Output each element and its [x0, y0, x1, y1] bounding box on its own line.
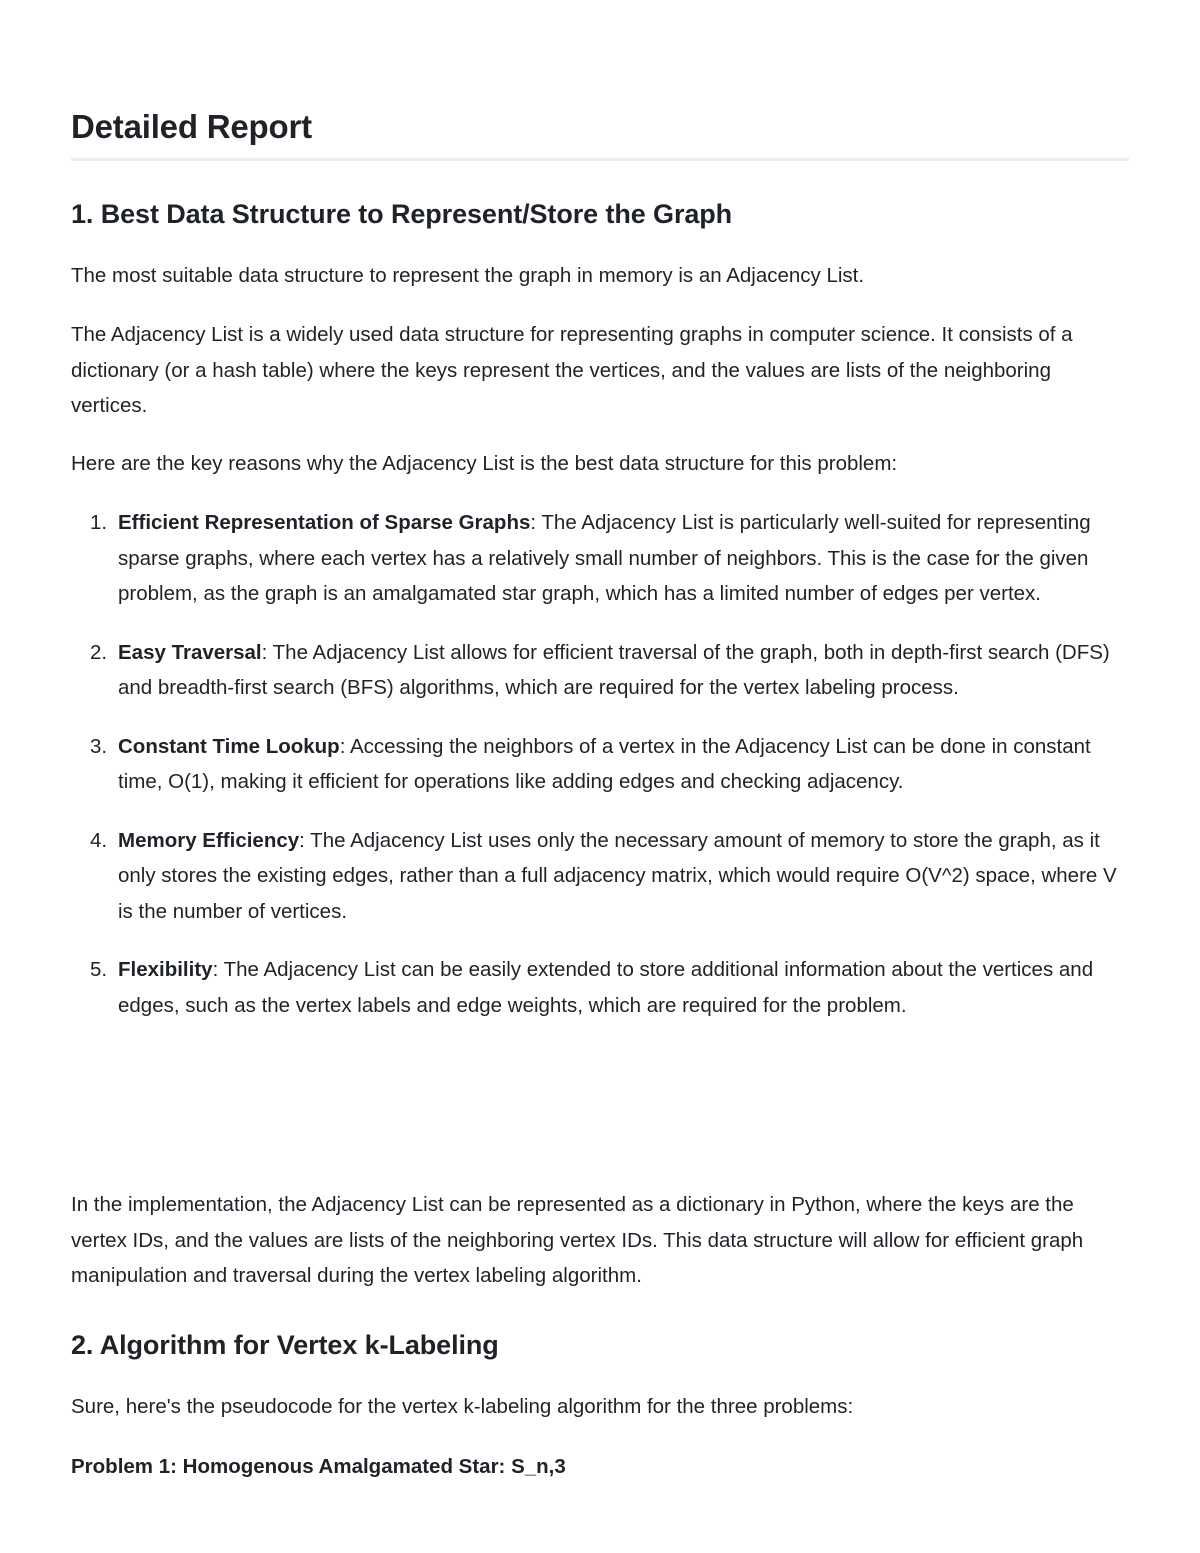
problem-1-heading: Problem 1: Homogenous Amalgamated Star: S_n,3 — [71, 1455, 566, 1478]
list-item — [71, 505, 1131, 612]
implementation-paragraph: In the implementation, the Adjacency List can be represented as a dictionary in Python, where the keys are the vertex IDs, and the values are lists of the neighboring vertex IDs. This data structure will allow for efficient graph manipulation and traversal during the vertex labeling algorithm. — [71, 1193, 1084, 1287]
list-item-number: 2. — [90, 640, 108, 664]
section-1-description: The Adjacency List is a widely used data structure for representing graphs in computer science. It consists of a dictionary (or a hash table) where the keys represent the vertices, and the values are lists of the neighboring vertices. — [71, 323, 1073, 417]
list-item-text: : The Adjacency List is particularly well-suited for representing sparse graphs, where each vertex has a relatively small number of neighbors. This is the case for the given problem, as the graph is an amalgamated star graph, which has a limited number of edges per vertex. — [118, 511, 1091, 605]
list-item-title: Easy Traversal — [118, 640, 262, 664]
list-item-number: 5. — [90, 958, 108, 981]
list-item-text: : The Adjacency List allows for efficient traversal of the graph, both in depth-first search (DFS) and breadth-first search (BFS) algorithms, which are required for the vertex labeling process. — [118, 640, 1110, 699]
section-1-heading: 1. Best Data Structure to Represent/Store the Graph — [71, 199, 733, 229]
list-item-title: Constant Time Lookup — [118, 734, 340, 758]
reasons-list — [71, 505, 1131, 1046]
section-2-heading: 2. Algorithm for Vertex k-Labeling — [71, 1330, 499, 1360]
list-item-title: Efficient Representation of Sparse Graphs — [118, 511, 531, 534]
list-item-text: : The Adjacency List uses only the necessary amount of memory to store the graph, as it only stores the existing edges, rather than a full adjacency matrix, which would require O(V^2) space, where V is the number of vertices. — [118, 828, 1117, 923]
page-title: Detailed Report — [71, 108, 312, 145]
list-item-number: 4. — [90, 828, 108, 852]
list-item — [71, 823, 1131, 930]
list-item-text: : Accessing the neighbors of a vertex in the Adjacency List can be done in constant time, O(1), making it efficient for operations like adding edges and checking adjacency. — [118, 734, 1091, 793]
list-item-text: : The Adjacency List can be easily extended to store additional information about the vertices and edges, such as the vertex labels and edge weights, which are required for the problem. — [118, 958, 1094, 1017]
list-item — [71, 952, 1131, 1023]
list-item — [71, 729, 1131, 800]
list-item-title: Memory Efficiency — [118, 828, 300, 852]
title-divider — [71, 158, 1129, 161]
list-item — [71, 635, 1131, 706]
section-1-intro: The most suitable data structure to represent the graph in memory is an Adjacency List. — [71, 264, 865, 287]
list-item-title: Flexibility — [118, 958, 213, 981]
reasons-intro: Here are the key reasons why the Adjacency List is the best data structure for this problem: — [71, 452, 898, 475]
list-item-number: 3. — [90, 734, 108, 758]
section-2-intro: Sure, here's the pseudocode for the vertex k-labeling algorithm for the three problems: — [71, 1395, 854, 1418]
list-item-number: 1. — [90, 511, 108, 534]
